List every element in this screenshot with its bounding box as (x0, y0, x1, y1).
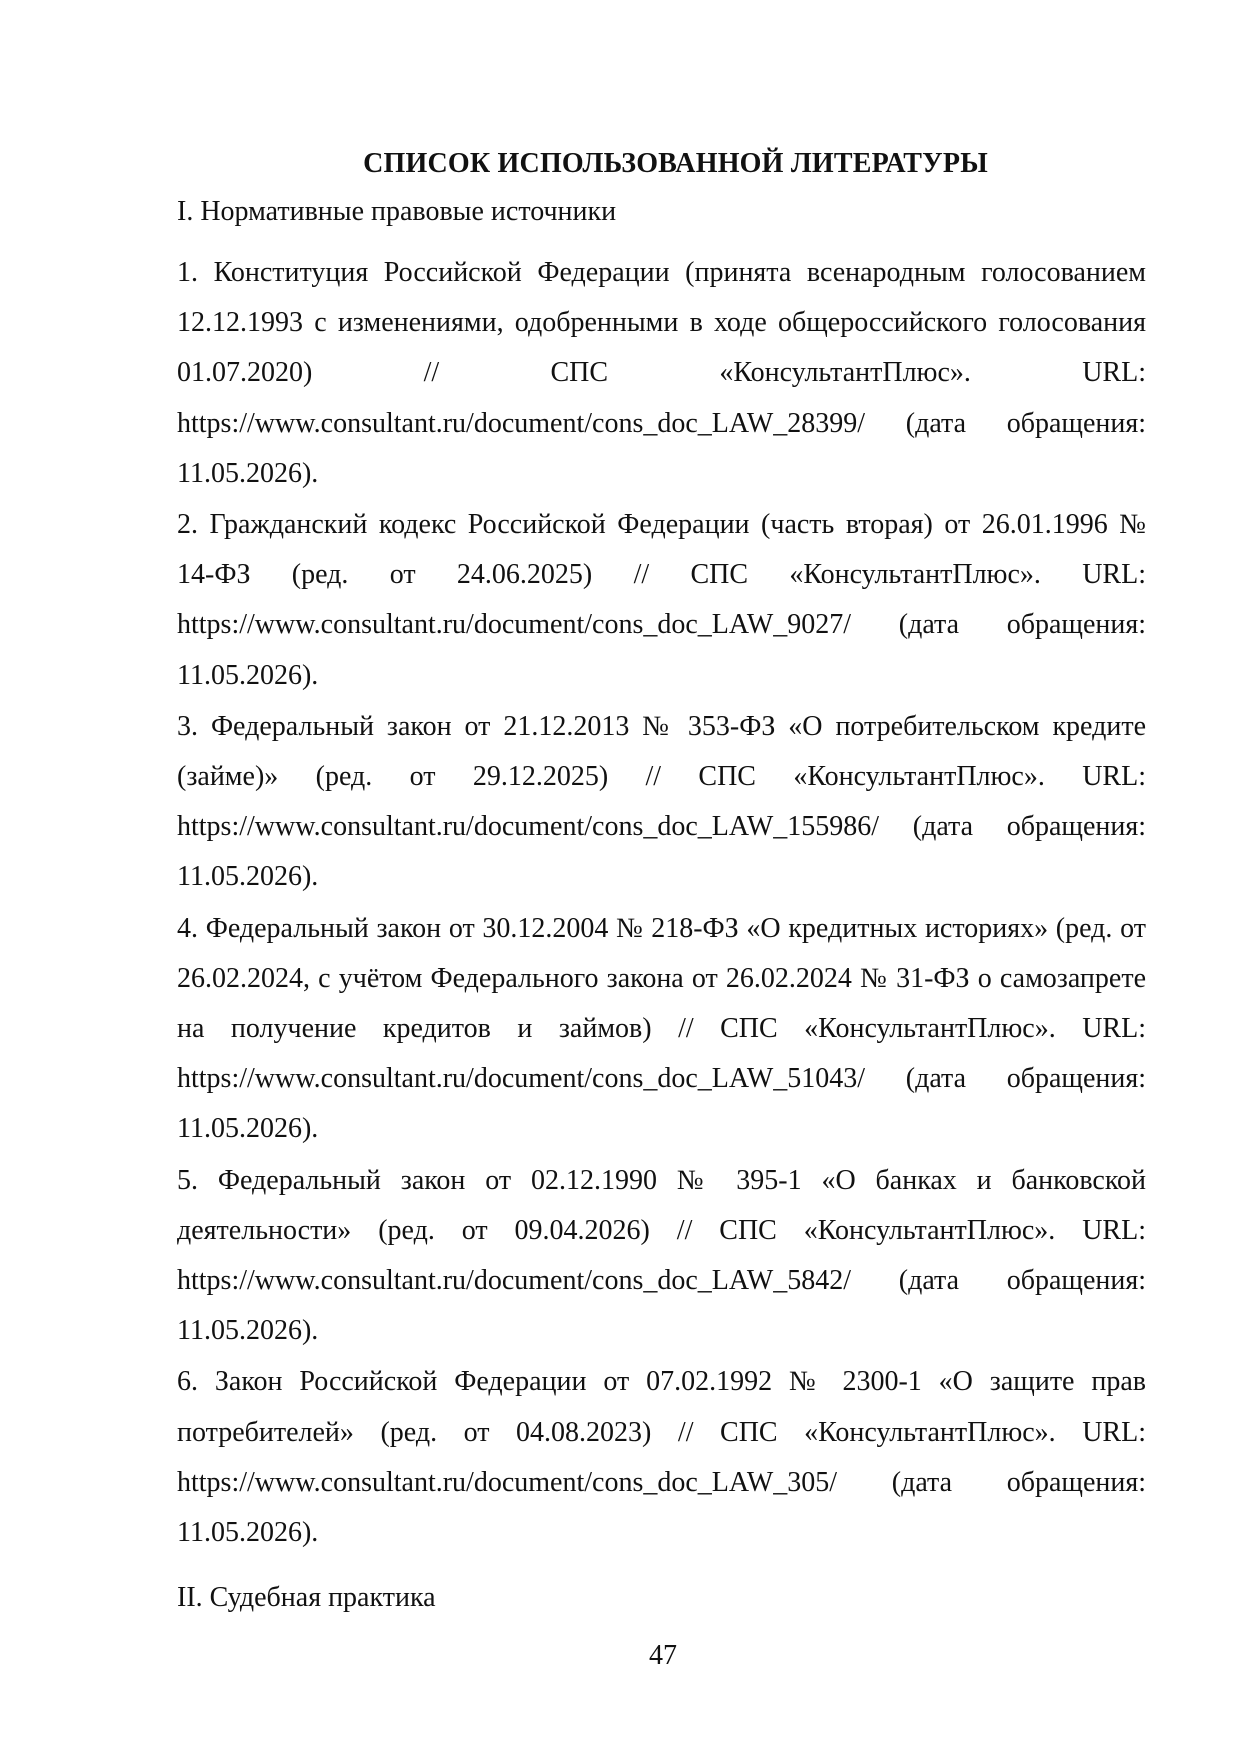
bibliography-entry: 2. Гражданский кодекс Российской Федерации (часть вторая) от 26.01.1996 № 14-ФЗ (ред. от 24.06.2025) // СПС «КонсультантПлюс». URL: https://www.consultant.ru/document/cons_doc_LAW_9027/ (дата обращения: 11.05.2026). (177, 509, 1146, 691)
page-content (177, 144, 1146, 1634)
page-title: СПИСОК ИСПОЛЬЗОВАННОЙ ЛИТЕРАТУРЫ (363, 148, 988, 179)
bibliography-entry: 3. Федеральный закон от 21.12.2013 № 353-ФЗ «О потребительском кредите (займе)» (ред. от 29.12.2025) // СПС «КонсультантПлюс». URL: https://www.consultant.ru/document/cons_doc_LAW_155986/ (дата обращения: 11.05.2026). (177, 710, 1146, 893)
bibliography-entry: 4. Федеральный закон от 30.12.2004 № 218-ФЗ «О кредитных историях» (ред. от 26.02.2024, с учётом Федерального закона от 26.02.2024 № 31-ФЗ о самозапрете на получение кредитов и займов) // СПС «КонсультантПлюс». URL: https://www.consultant.ru/document/cons_doc_LAW_51043/ (дата обращения: 11.05.2026). (177, 912, 1146, 1145)
section-heading-normative: I. Нормативные правовые источники (177, 196, 617, 227)
bibliography-entry: 5. Федеральный закон от 02.12.1990 № 395-1 «О банках и банковской деятельности» (ред. от 09.04.2026) // СПС «КонсультантПлюс». URL: https://www.consultant.ru/document/cons_doc_LAW_5842/ (дата обращения: 11.05.2026). (177, 1164, 1146, 1347)
page-number: 47 (649, 1640, 677, 1671)
section-heading-court-practice: II. Судебная практика (177, 1582, 436, 1614)
bibliography-entry: 1. Конституция Российской Федерации (принята всенародным голосованием 12.12.1993 с изменениями, одобренными в ходе общероссийского голосования 01.07.2020) // СПС «КонсультантПлюс». URL: https://www.consultant.ru/document/cons_doc_LAW_28399/ (дата обращения: 11.05.2026). (177, 257, 1146, 489)
bibliography-entry: 6. Закон Российской Федерации от 07.02.1992 № 2300-1 «О защите прав потребителей» (ред. от 04.08.2023) // СПС «КонсультантПлюс». URL: https://www.consultant.ru/document/cons_doc_LAW_305/ (дата обращения: 11.05.2026). (177, 1366, 1146, 1549)
